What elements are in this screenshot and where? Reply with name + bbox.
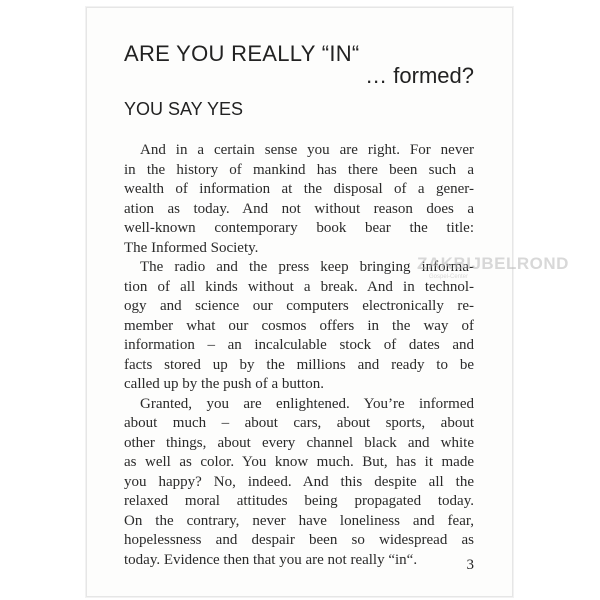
text-line: in the history of mankind has there been such a [124, 161, 474, 178]
paragraph-3 [124, 395, 474, 571]
paragraph-1 [124, 141, 474, 258]
text-line: today. Evidence then that you are not really “in“. [124, 551, 418, 568]
text-line: other things, about every channel black and white [124, 434, 474, 451]
page-number: 3 [466, 557, 474, 573]
watermark-subtext: Gospel-Center [429, 274, 469, 280]
text-line: relaxed moral attitudes being propagated today. [124, 493, 474, 509]
page-title: ARE YOU REALLY “IN“ [124, 41, 360, 66]
text-line: facts stored up by the millions and ready to be [124, 356, 474, 373]
section-heading: YOU SAY YES [124, 99, 244, 119]
text-line: The radio and the press keep bringing informa- [140, 259, 474, 275]
text-line: well-known contemporary book bear the title: [124, 220, 474, 236]
text-line: called up by the push of a button. [124, 376, 324, 392]
body-text [124, 141, 474, 570]
text-line: hopelessness and despair been so widespread as [124, 532, 474, 548]
text-line: as well as color. You know much. But, has it made [124, 454, 474, 470]
text-line: ation as today. And not without reason does a [124, 200, 474, 217]
page-subtitle: … formed? [365, 63, 474, 88]
text-line: On the contrary, never have loneliness and fear, [124, 512, 474, 529]
text-line: member what our cosmos offers in the way of [124, 317, 474, 334]
text-line: Granted, you are enlightened. You’re informed [140, 395, 474, 412]
watermark-text: ZAKBIJBELROND [417, 254, 569, 273]
text-line: The Informed Society. [124, 239, 259, 256]
text-line: you happy? No, indeed. And this despite all the [124, 473, 474, 490]
text-line: about much – about cars, about sports, about [124, 415, 474, 431]
text-line: And in a certain sense you are right. For never [140, 142, 474, 158]
text-line: information – an incalculable stock of dates and [124, 337, 474, 353]
watermark-logo [417, 252, 569, 302]
book-page [86, 7, 513, 597]
text-line: wealth of information at the disposal of a gener- [124, 181, 474, 197]
text-line: ogy and science our computers electronically re- [124, 298, 474, 314]
text-line: tion of all kinds without a break. And in technol- [124, 278, 474, 295]
